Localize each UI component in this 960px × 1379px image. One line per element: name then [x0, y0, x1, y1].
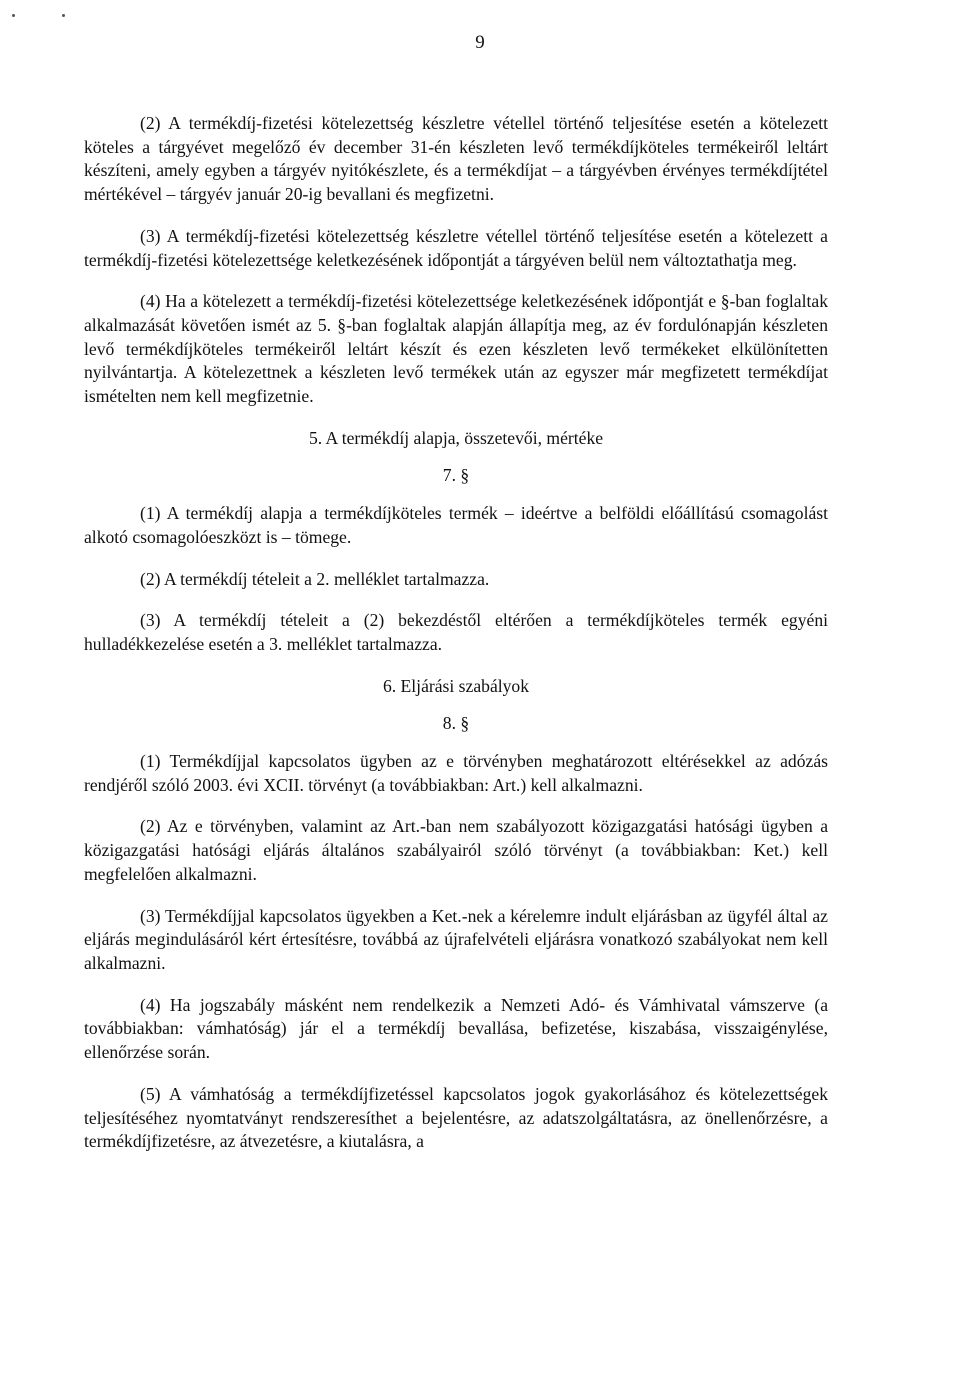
- paragraph-4-3: (3) A termékdíj-fizetési kötelezettség készletre vétellel történő teljesítése esetén a kötelezett a termékdíj-fizetési kötelezettsége keletkezésének időpontját a tárgyéven belül nem változtathatja meg.: [84, 225, 828, 270]
- chapter-5-heading: 5. A termékdíj alapja, összetevői, mértéke: [308, 427, 604, 448]
- document-body: [84, 112, 828, 1154]
- scan-artifact-dot: [12, 14, 15, 17]
- paragraph-8-1: (1) Termékdíjjal kapcsolatos ügyben az e törvényben meghatározott eltérésekkel az adózás rendjéről szóló 2003. évi XCII. törvényt (a továbbiakban: Art.) kell alkalmazni.: [84, 751, 828, 795]
- page-number: 9: [475, 32, 485, 53]
- paragraph-4-2: (2) A termékdíj-fizetési kötelezettség készletre vétellel történő teljesítése esetén a kötelezett köteles a tárgyévet megelőző év december 31-én készleten levő termékdíjköteles termékeiről leltárt készíteni, amely egyben a tárgyév nyitókészlete, és a termékdíjat – a tárgyévben érvényes termékdíjtétel mértékével – tárgyév január 20-ig bevallani és megfizetni.: [84, 113, 828, 205]
- chapter-6-heading: 6. Eljárási szabályok: [382, 675, 530, 696]
- paragraph-8-4: (4) Ha jogszabály másként nem rendelkezik a Nemzeti Adó- és Vámhivatal vámszerve (a továbbiakban: vámhatóság) jár el a termékdíj bevallása, befizetése, kiszabása, visszaigénylése, ellenőrzése során.: [84, 994, 828, 1063]
- paragraph-4-4: (4) Ha a kötelezett a termékdíj-fizetési kötelezettsége keletkezésének időpontját e §-ban foglaltak alkalmazását követően ismét az 5. §-ban foglaltak alapján állapítja meg, az év fordulónapján készleten levő termékdíjköteles termékeiről leltárt készít és ezen készleten levő termékeket elkülönítetten nyilvántartja. A kötelezettnek a készleten levő termékek után az egyszer már megfizetett termékdíjat ismételten nem kell megfizetnie.: [84, 291, 828, 407]
- section-8-mark: 8. §: [442, 713, 470, 734]
- paragraph-7-1: (1) A termékdíj alapja a termékdíjköteles termék – ideértve a belföldi előállítású csomagolást alkotó csomagolóeszközt is – tömege.: [84, 503, 828, 547]
- paragraph-8-5: (5) A vámhatóság a termékdíjfizetéssel kapcsolatos jogok gyakorlásához és kötelezettségek teljesítéséhez nyomtatványt rendszeresíthet a bejelentésre, az adatszolgáltatásra, az önellenőrzésre, a termékdíjfizetésre, az átvezetésre, a kiutalásra, a: [84, 1083, 828, 1152]
- section-7-mark: 7. §: [442, 465, 470, 486]
- paragraph-8-2: (2) Az e törvényben, valamint az Art.-ban nem szabályozott közigazgatási hatósági ügyben a közigazgatási hatósági eljárás általános szabályairól szóló törvényt (a továbbiakban: Ket.) kell megfelelően alkalmazni.: [84, 816, 828, 884]
- paragraph-7-3: (3) A termékdíj tételeit a (2) bekezdéstől eltérően a termékdíjköteles termék egyéni hulladékkezelése esetén a 3. melléklet tartalmazza.: [84, 610, 828, 654]
- paragraph-7-2: (2) A termékdíj tételeit a 2. melléklet tartalmazza.: [140, 568, 490, 589]
- scan-artifact-dot: [62, 14, 65, 17]
- paragraph-8-3: (3) Termékdíjjal kapcsolatos ügyekben a Ket.-nek a kérelemre indult eljárásban az ügyfél által az eljárás megindulásáról kért értesítésre, továbbá az újrafelvételi eljárásra vonatkozó szabályokat nem kell alkalmazni.: [84, 905, 828, 973]
